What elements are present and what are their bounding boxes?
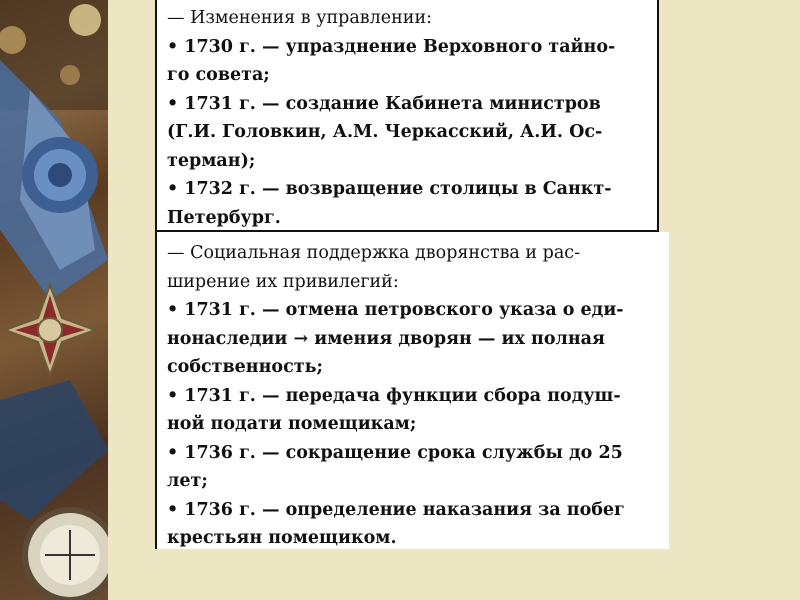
list-line: • 1731 г. — создание Кабинета министров <box>167 93 601 114</box>
list-line: • 1731 г. — отмена петровского указа о еди- <box>167 300 624 320</box>
list-line: го совета; <box>167 65 270 85</box>
section-heading: — Социальная поддержка дворянства и рас- <box>167 243 581 263</box>
section-heading: — Изменения в управлении: <box>167 8 433 28</box>
list-line: терман); <box>167 150 256 171</box>
list-line: • 1736 г. — определение наказания за побег <box>167 499 625 520</box>
list-line: • 1731 г. — передача функции сбора подуш- <box>167 385 621 406</box>
list-line: • 1732 г. — возвращение столицы в Санкт- <box>167 179 612 199</box>
decorative-medal-photo <box>0 0 108 600</box>
list-line: (Г.И. Головкин, А.М. Черкасский, А.И. Ос- <box>167 122 603 142</box>
list-line: нонаследии → имения дворян — их полная <box>167 328 605 349</box>
administration-changes-panel <box>155 0 659 232</box>
list-line: • 1730 г. — упразднение Верховного тайно- <box>167 36 616 57</box>
section-heading-continued: ширение их привилегий: <box>167 271 399 292</box>
nobility-support-panel <box>155 232 669 549</box>
list-line: крестьян помещиком. <box>167 528 397 548</box>
list-line: • 1736 г. — сокращение срока службы до 25 <box>167 442 623 463</box>
list-line: Петербург. <box>167 207 281 228</box>
list-line: ной подати помещикам; <box>167 414 417 434</box>
list-line: собственность; <box>167 357 323 377</box>
list-line: лет; <box>167 471 208 491</box>
